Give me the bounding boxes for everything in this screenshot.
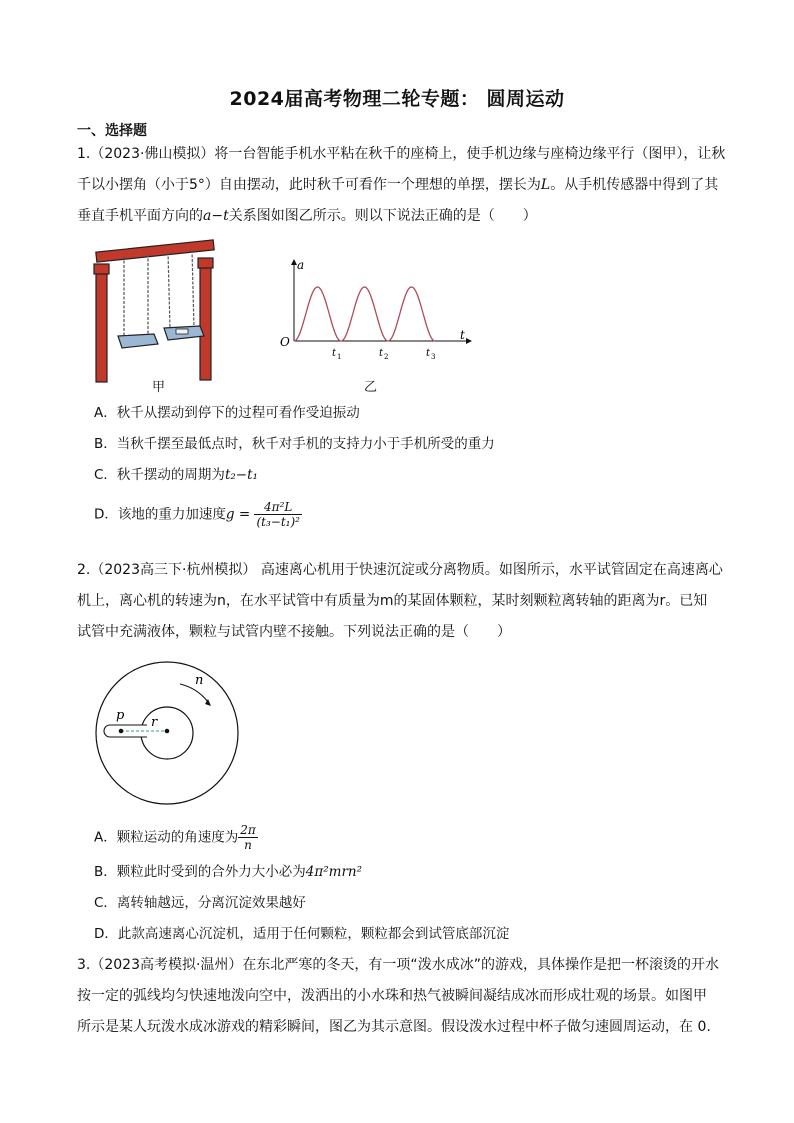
q2-option-b-math: 4π²mrn²: [305, 864, 363, 880]
q1-option-d-numerator: 4π²L: [254, 500, 302, 515]
q2-option-c: C．离转轴越远，分离沉淀效果越好: [94, 895, 306, 911]
q1-var-L: L: [540, 177, 551, 193]
label-p: p: [116, 708, 125, 723]
graph-t3-sub: 3: [431, 353, 436, 361]
q1-option-d-lhs: g =: [225, 506, 251, 523]
q3-line-3: 所示是某人玩泼水成冰游戏的精彩瞬间，图乙为其示意图。假设泼水过程中杯子做匀速圆周运动，在 0.: [77, 1019, 711, 1035]
q1-line-2: [77, 175, 718, 195]
q2-option-a-text: A．颗粒运动的角速度为: [94, 829, 239, 846]
q1-option-c-math: t₂−t₁: [224, 467, 258, 483]
label-r: r: [151, 715, 158, 730]
q1-option-d: [94, 500, 302, 529]
section-heading: 一、选择题: [77, 123, 147, 139]
q2-option-a: [94, 823, 258, 852]
graph-t1-label: t: [332, 348, 337, 359]
q2-option-a-fraction: [238, 823, 258, 852]
q3-line-1: 3.（2023高考模拟·温州）在东北严寒的冬天，有一项“泼水成冰”的游戏，具体操作是把一杯滚烫的开水: [77, 957, 719, 973]
q1-line-1: 1.（2023·佛山模拟）将一台智能手机水平粘在秋千的座椅上，使手机边缘与座椅边缘平行（图甲），让秋: [77, 146, 726, 162]
q2-option-a-denominator: n: [244, 838, 252, 852]
q1-option-a: A．秋千从摆动到停下的过程可看作受迫振动: [94, 405, 360, 421]
q1-line-3: [77, 206, 537, 226]
q1-option-d-text: D．该地的重力加速度: [94, 506, 226, 523]
phone-icon: [176, 329, 188, 334]
graph-origin-label: O: [280, 335, 290, 349]
axis-dot: [165, 729, 170, 734]
fig-caption-yi: 乙: [364, 380, 378, 395]
q1-line-3-text-a: 垂直手机平面方向的: [77, 208, 203, 224]
graph-t2-sub: 2: [384, 353, 389, 361]
centrifuge-figure: [92, 658, 242, 808]
q1-option-d-fraction: [254, 500, 302, 529]
q1-var-a-t: a−t: [203, 208, 229, 224]
graph-t3-label: t: [426, 348, 431, 359]
graph-t2-label: t: [379, 348, 384, 359]
particle-dot: [119, 729, 124, 734]
graph-y-label: a: [297, 258, 305, 272]
q1-line-3-text-b: 关系图如图乙所示。则以下说法正确的是（ ）: [228, 208, 537, 224]
q2-line-1: 2.（2023高三下·杭州模拟） 高速离心机用于快速沉淀或分离物质。如图所示，水平试管固定在高速离心: [77, 562, 723, 578]
q1-option-b: B．当秋千摆至最低点时，秋千对手机的支持力小于手机所受的重力: [94, 436, 495, 452]
graph-t1-sub: 1: [337, 353, 342, 361]
graph-x-label: t: [460, 328, 465, 342]
label-n: n: [195, 673, 204, 688]
q1-option-d-denominator: (t₃−t₁)²: [256, 515, 300, 529]
q1-option-c-text: C．秋千摆动的周期为: [94, 467, 225, 483]
q1-option-c: [94, 465, 258, 485]
q2-option-b-text: B．颗粒此时受到的合外力大小必为: [94, 864, 306, 880]
q2-line-3: 试管中充满液体，颗粒与试管内壁不接触。下列说法正确的是（ ）: [77, 624, 511, 640]
q3-line-2: 按一定的弧线均匀快速地泼向空中，泼洒出的小水珠和热气被瞬间凝结成冰而形成壮观的场景。如图甲: [77, 988, 707, 1004]
q2-option-b: [94, 862, 362, 882]
a-t-graph-figure: [274, 255, 474, 365]
swing-set-figure: [92, 238, 222, 386]
q2-line-2: 机上，离心机的转速为n，在水平试管中有质量为m的某固体颗粒，某时刻颗粒离转轴的距离为r。已知: [77, 593, 708, 609]
q2-option-a-numerator: 2π: [240, 823, 256, 837]
q1-line-2-text-b: 。从手机传感器中得到了其: [550, 177, 719, 193]
q2-option-d: D．此款高速离心沉淀机，适用于任何颗粒，颗粒都会到试管底部沉淀: [94, 926, 510, 942]
page-title: 2024届高考物理二轮专题： 圆周运动: [229, 88, 565, 110]
fig-caption-jia: 甲: [152, 380, 166, 395]
q1-line-2-text-a: 千以小摆角（小于5°）自由摆动，此时秋千可看作一个理想的单摆，摆长为: [77, 177, 541, 193]
